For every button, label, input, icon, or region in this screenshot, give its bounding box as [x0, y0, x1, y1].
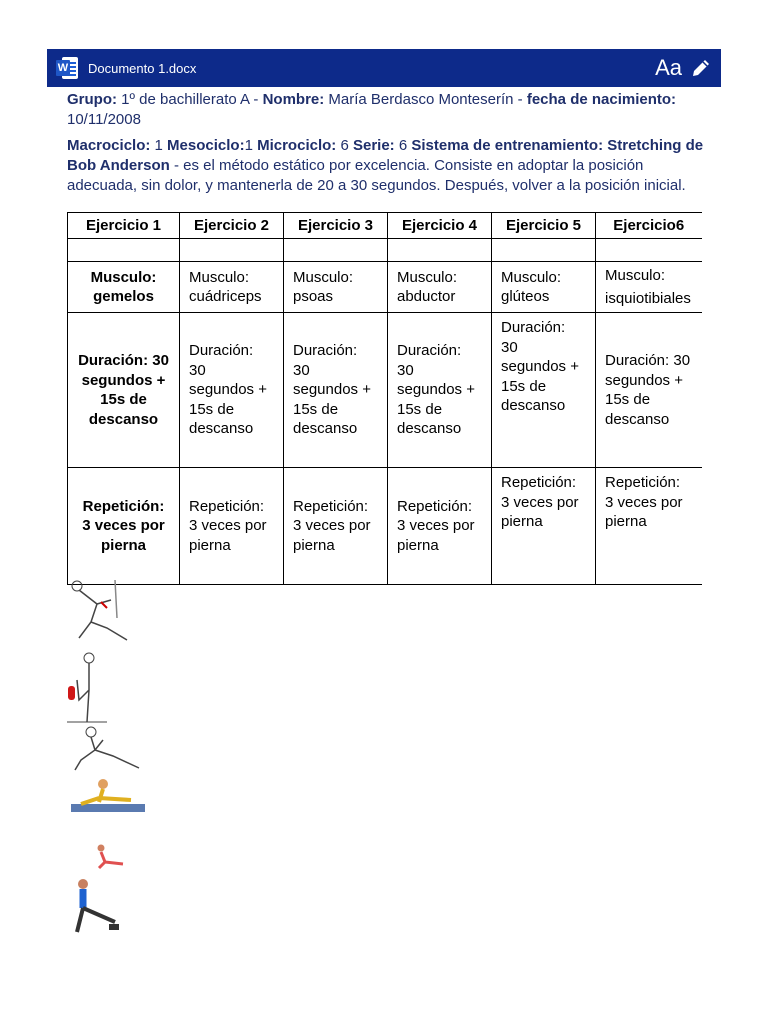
- duracion-cell: Duración: 30 segundos + 15s de descanso: [388, 313, 492, 468]
- header-cell: Ejercicio 2: [180, 213, 284, 239]
- fecha-value: 10/11/2008: [67, 111, 141, 128]
- nombre-label: Nombre:: [262, 91, 325, 108]
- serie-value: 6: [394, 137, 412, 154]
- fecha-label: fecha de nacimiento:: [526, 91, 677, 108]
- grupo-label: Grupo:: [67, 91, 117, 108]
- calf-stretch-image: [67, 578, 137, 644]
- microciclo-label: Microciclo:: [257, 137, 337, 154]
- header-cell: Ejercicio 1: [68, 213, 180, 239]
- repeticion-cell: Repetición: 3 veces por pierna: [284, 468, 388, 585]
- document-body: [67, 90, 707, 196]
- header-cell: Ejercicio6: [596, 213, 702, 239]
- abductor-stretch-image: [71, 778, 145, 814]
- table-header-row: [68, 213, 702, 239]
- musculo-cell: Musculo: cuádriceps: [180, 262, 284, 313]
- table-row-repeticion: [68, 468, 702, 585]
- student-info: [67, 90, 707, 130]
- serie-label: Serie:: [352, 137, 395, 154]
- empty-cell: [492, 239, 596, 262]
- grupo-value: 1º de bachillerato A -: [117, 91, 263, 108]
- header-cell: Ejercicio 3: [284, 213, 388, 239]
- repeticion-cell: Repetición: 3 veces por pierna: [388, 468, 492, 585]
- repeticion-cell: Repetición: 3 veces por pierna: [596, 468, 702, 585]
- mesociclo-value: 1: [244, 137, 258, 154]
- psoas-stretch-image: [67, 724, 147, 772]
- musculo-cell: Musculo: psoas: [284, 262, 388, 313]
- mesociclo-label: Mesociclo:: [167, 137, 245, 154]
- document-titlebar: [47, 49, 721, 87]
- microciclo-value: 6: [336, 137, 353, 154]
- sistema-label: Sistema de entrenamiento: Stretching de Bob Anderson: [67, 137, 704, 174]
- duracion-cell: Duración: 30 segundos + 15s de descanso: [596, 313, 702, 468]
- musculo-cell: Musculo: abductor: [388, 262, 492, 313]
- nombre-value: María Berdasco Monteserín -: [324, 91, 527, 108]
- table-row-musculo: [68, 262, 702, 313]
- word-icon: W: [56, 57, 78, 79]
- duracion-cell: Duración: 30 segundos + 15s de descanso: [284, 313, 388, 468]
- macrociclo-label: Macrociclo:: [67, 137, 151, 154]
- empty-cell: [284, 239, 388, 262]
- repeticion-cell: Repetición: 3 veces por pierna: [68, 468, 180, 585]
- musculo-cell: Musculo: glúteos: [492, 262, 596, 313]
- header-cell: Ejercicio 4: [388, 213, 492, 239]
- text-format-button[interactable]: Aa: [655, 55, 682, 80]
- training-info: [67, 136, 707, 196]
- document-title: Documento 1.docx: [88, 60, 197, 76]
- quadriceps-stretch-image: [67, 652, 107, 724]
- table-empty-row: [68, 239, 702, 262]
- exercise-illustrations: [67, 578, 157, 938]
- empty-cell: [68, 239, 180, 262]
- empty-cell: [596, 239, 702, 262]
- musculo-cell: Musculo: isquiotibiales: [596, 262, 702, 313]
- duracion-cell: Duración: 30 segundos + 15s de descanso: [180, 313, 284, 468]
- hamstring-stretch-image: [71, 878, 121, 936]
- sistema-description: - es el método estático por excelencia. Consiste en adoptar la posición adecuada, sin dolor, y mantenerla de 20 a 30 segundos. Después, volver a la posición inicial.: [67, 157, 686, 194]
- duracion-cell: Duración: 30 segundos + 15s de descanso: [68, 313, 180, 468]
- macrociclo-value: 1: [150, 137, 168, 154]
- edit-pencil-icon[interactable]: [689, 56, 713, 80]
- exercise-table: [67, 212, 702, 585]
- repeticion-cell: Repetición: 3 veces por pierna: [492, 468, 596, 585]
- header-cell: Ejercicio 5: [492, 213, 596, 239]
- table-row-duracion: [68, 313, 702, 468]
- empty-cell: [180, 239, 284, 262]
- gluteus-stretch-image: [91, 842, 131, 872]
- empty-cell: [388, 239, 492, 262]
- musculo-cell: Musculo: gemelos: [68, 262, 180, 313]
- repeticion-cell: Repetición: 3 veces por pierna: [180, 468, 284, 585]
- duracion-cell: Duración: 30 segundos + 15s de descanso: [492, 313, 596, 468]
